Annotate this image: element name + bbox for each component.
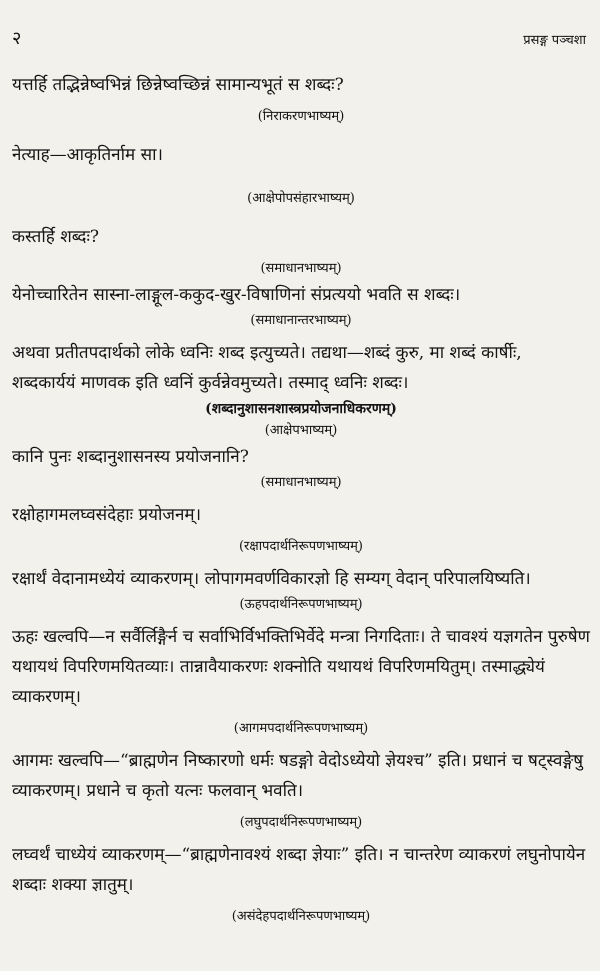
paragraph: रक्षार्थं वेदानामध्येयं व्याकरणम्। लोपागमवर्णविकारज्ञो हि सम्यग् वेदान् परिपालयिष्यति।: [12, 569, 531, 589]
paragraph: ऊहः खल्वपि—न सर्वैर्लिङ्गैर्न च सर्वाभिर्विभक्तिभिर्वेदे मन्त्रा निगदिताः। ते चावश्यं यज्ञगतेन पुरुषेण यथायथं विपरिणमयितव्याः। तान्नावैयाकरणः शक्नोति यथायथं विपरिणमयितुम्। तस्माद्ध्येयं व्याकरणम्।: [12, 627, 590, 707]
chapter-heading: (शब्दानुशासनशास्त्रप्रयोजनाधिकरणम्): [205, 401, 397, 417]
section-heading: (रक्षापदार्थनिरूपणभाष्यम्): [238, 539, 363, 554]
running-title: प्रसङ्ग पञ्चशा: [523, 33, 586, 48]
paragraph: कस्तर्हि शब्दः?: [12, 227, 99, 247]
paragraph: अथवा प्रतीतपदार्थको लोके ध्वनिः शब्द इत्युच्यते। तद्यथा—शब्दं कुरु, मा शब्दं कार्षीः, शब्दकार्ययं माणवक इति ध्वनिं कुर्वन्नेवमुच्यते। तस्माद् ध्वनिः शब्दः।: [12, 343, 522, 393]
paragraph: येनोच्चारितेन सास्ना-लाङ्गूल-ककुद-खुर-विषाणिनां संप्रत्ययो भवति स शब्दः।: [12, 285, 461, 305]
paragraph: लघ्वर्थं चाध्येयं व्याकरणम्—“ब्राह्मणेनावश्यं शब्दा ज्ञेयाः” इति। न चान्तरेण व्याकरणं लघुनोपायेन शब्दाः शक्या ज्ञातुम्।: [12, 845, 586, 895]
paragraph: यत्तर्हि तद्भिन्नेष्वभिन्नं छिन्नेष्वच्छिन्नं सामान्यभूतं स शब्दः?: [12, 75, 344, 95]
section-heading: (समाधानान्तरभाष्यम्): [250, 313, 352, 328]
section-heading: (समाधानभाष्यम्): [260, 261, 342, 276]
section-heading: (आक्षेपोपसंहारभाष्यम्): [247, 191, 355, 206]
section-heading: (आगमपदार्थनिरूपणभाष्यम्): [233, 721, 369, 736]
section-heading: (आक्षेपभाष्यम्): [264, 423, 338, 438]
section-heading: (लघुपदार्थनिरूपणभाष्यम्): [239, 815, 363, 830]
section-heading: (ऊहपदार्थनिरूपणभाष्यम्): [239, 597, 363, 612]
section-heading: (असंदेहपदार्थनिरूपणभाष्यम्): [231, 909, 371, 924]
section-heading: (समाधानभाष्यम्): [260, 475, 342, 490]
paragraph: कानि पुनः शब्दानुशासनस्य प्रयोजनानि?: [12, 447, 249, 467]
page-number: २: [12, 28, 22, 49]
page-body: [12, 70, 590, 928]
section-heading: (निराकरणभाष्यम्): [257, 109, 345, 124]
paragraph: नेत्याह—आकृतिर्नाम सा।: [12, 145, 163, 165]
paragraph: आगमः खल्वपि—“ब्राह्मणेन निष्कारणो धर्मः षडङ्गो वेदोऽध्येयो ज्ञेयश्च” इति। प्रधानं च षट्स्वङ्गेषु व्याकरणम्। प्रधाने च कृतो यत्नः फलवान् भवति।: [12, 751, 584, 801]
paragraph: रक्षोहागमलघ्वसंदेहाः प्रयोजनम्।: [12, 505, 202, 525]
